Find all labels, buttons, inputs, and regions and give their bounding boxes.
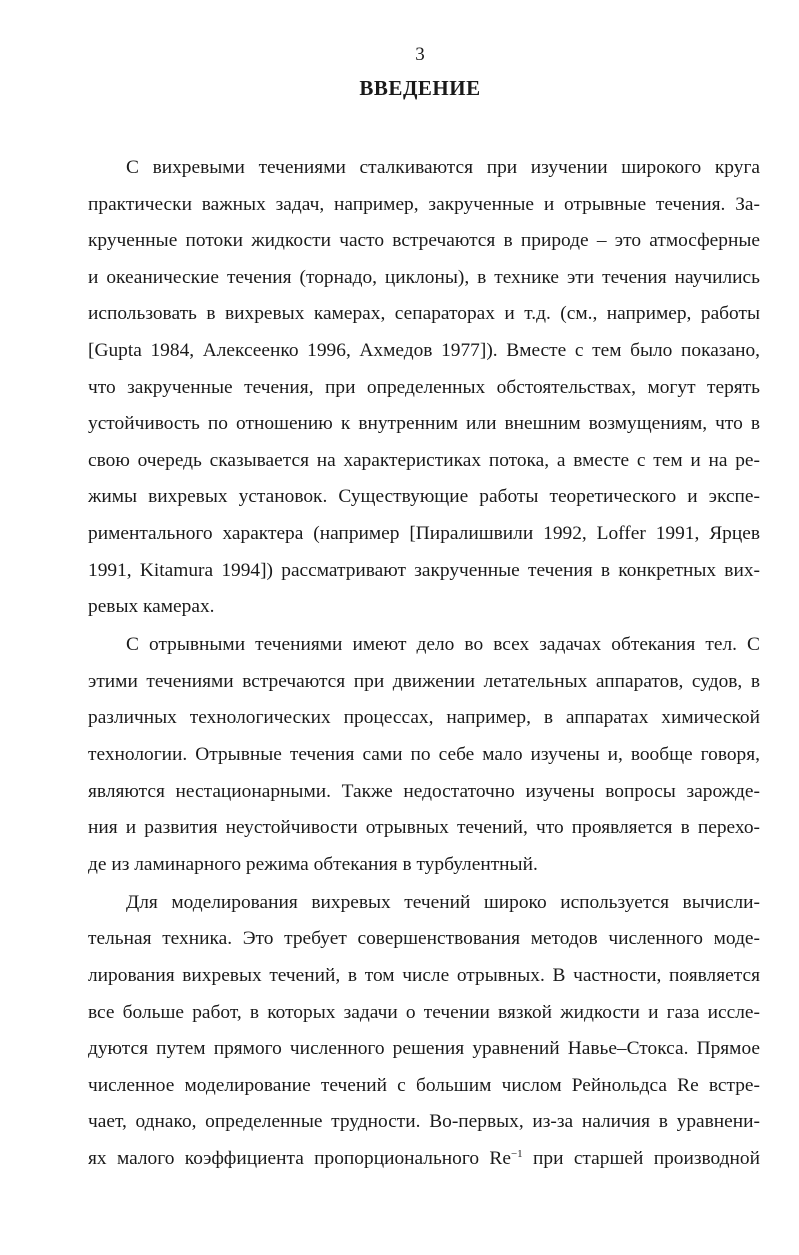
- text-line: Для моделирования вихревых течений широко используется вычисли-: [126, 891, 760, 913]
- text-line: ревых камерах.: [88, 596, 215, 618]
- text-line: де из ламинарного режима обтекания в турбулентный.: [88, 853, 538, 875]
- page-number: 3: [415, 44, 425, 65]
- text-line: дуются путем прямого численного решения уравнений Навье–Стокса. Прямое: [88, 1038, 760, 1060]
- text-line: ния и развития неустойчивости отрывных течений, что проявляется в перехо-: [88, 817, 760, 839]
- text-line: жимы вихревых установок. Существующие работы теоретического и экспе-: [88, 486, 760, 508]
- paragraph-3: [88, 885, 760, 1178]
- text-line: практически важных задач, например, закрученные и отрывные течения. За-: [88, 193, 760, 215]
- text-line: тельная техника. Это требует совершенствования методов численного моде-: [88, 928, 760, 950]
- text-line: этими течениями встречаются при движении летательных аппаратов, судов, в: [88, 670, 760, 692]
- text-line: крученные потоки жидкости часто встречаются в природе – это атмосферные: [88, 230, 760, 252]
- text-line: различных технологических процессах, например, в аппаратах химической: [88, 707, 760, 729]
- paragraph-2: [88, 627, 760, 883]
- text-line: все больше работ, в которых задачи о течении вязкой жидкости и газа иссле-: [88, 1001, 760, 1023]
- text-fragment: ях малого коэффициента пропорционального Re: [88, 1148, 511, 1170]
- text-line: что закрученные течения, при определенных обстоятельствах, могут терять: [88, 376, 760, 398]
- section-heading: ВВЕДЕНИЕ: [359, 76, 481, 100]
- text-line: С отрывными течениями имеют дело во всех задачах обтекания тел. С: [126, 634, 760, 656]
- body-text: [88, 150, 760, 1178]
- text-line: лирования вихревых течений, в том числе отрывных. В частности, появляется: [88, 965, 760, 987]
- text-line: численное моделирование течений с большим числом Рейнольдса Re встре-: [88, 1074, 760, 1096]
- paragraph-1: [88, 150, 760, 626]
- text-line: риментального характера (например [Пиралишвили 1992, Loffer 1991, Ярцев: [88, 522, 760, 544]
- text-line: устойчивость по отношению к внутренним или внешним возмущениям, что в: [88, 413, 760, 435]
- text-line: являются нестационарными. Также недостаточно изучены вопросы зарожде-: [88, 780, 760, 802]
- text-line: [Gupta 1984, Алексеенко 1996, Ахмедов 1977]). Вместе с тем было показано,: [88, 339, 760, 361]
- superscript: −1: [510, 1148, 523, 1161]
- text-fragment: при старшей производной: [522, 1148, 760, 1170]
- text-line: технологии. Отрывные течения сами по себе мало изучены и, вообще говоря,: [88, 744, 760, 765]
- text-line: и океанические течения (торнадо, циклоны), в технике эти течения научились: [88, 266, 760, 288]
- text-line: свою очередь сказывается на характеристиках потока, а вместе с тем и на ре-: [88, 449, 760, 471]
- text-line: использовать в вихревых камерах, сепараторах и т.д. (см., например, работы: [88, 303, 760, 325]
- text-line: С вихревыми течениями сталкиваются при изучении широкого круга: [126, 157, 760, 178]
- text-line-with-formula: [88, 1141, 760, 1178]
- text-line: 1991, Kitamura 1994]) рассматривают закрученные течения в конкретных вих-: [88, 559, 760, 581]
- text-line: чает, однако, определенные трудности. Во-первых, из-за наличия в уравнени-: [88, 1111, 760, 1133]
